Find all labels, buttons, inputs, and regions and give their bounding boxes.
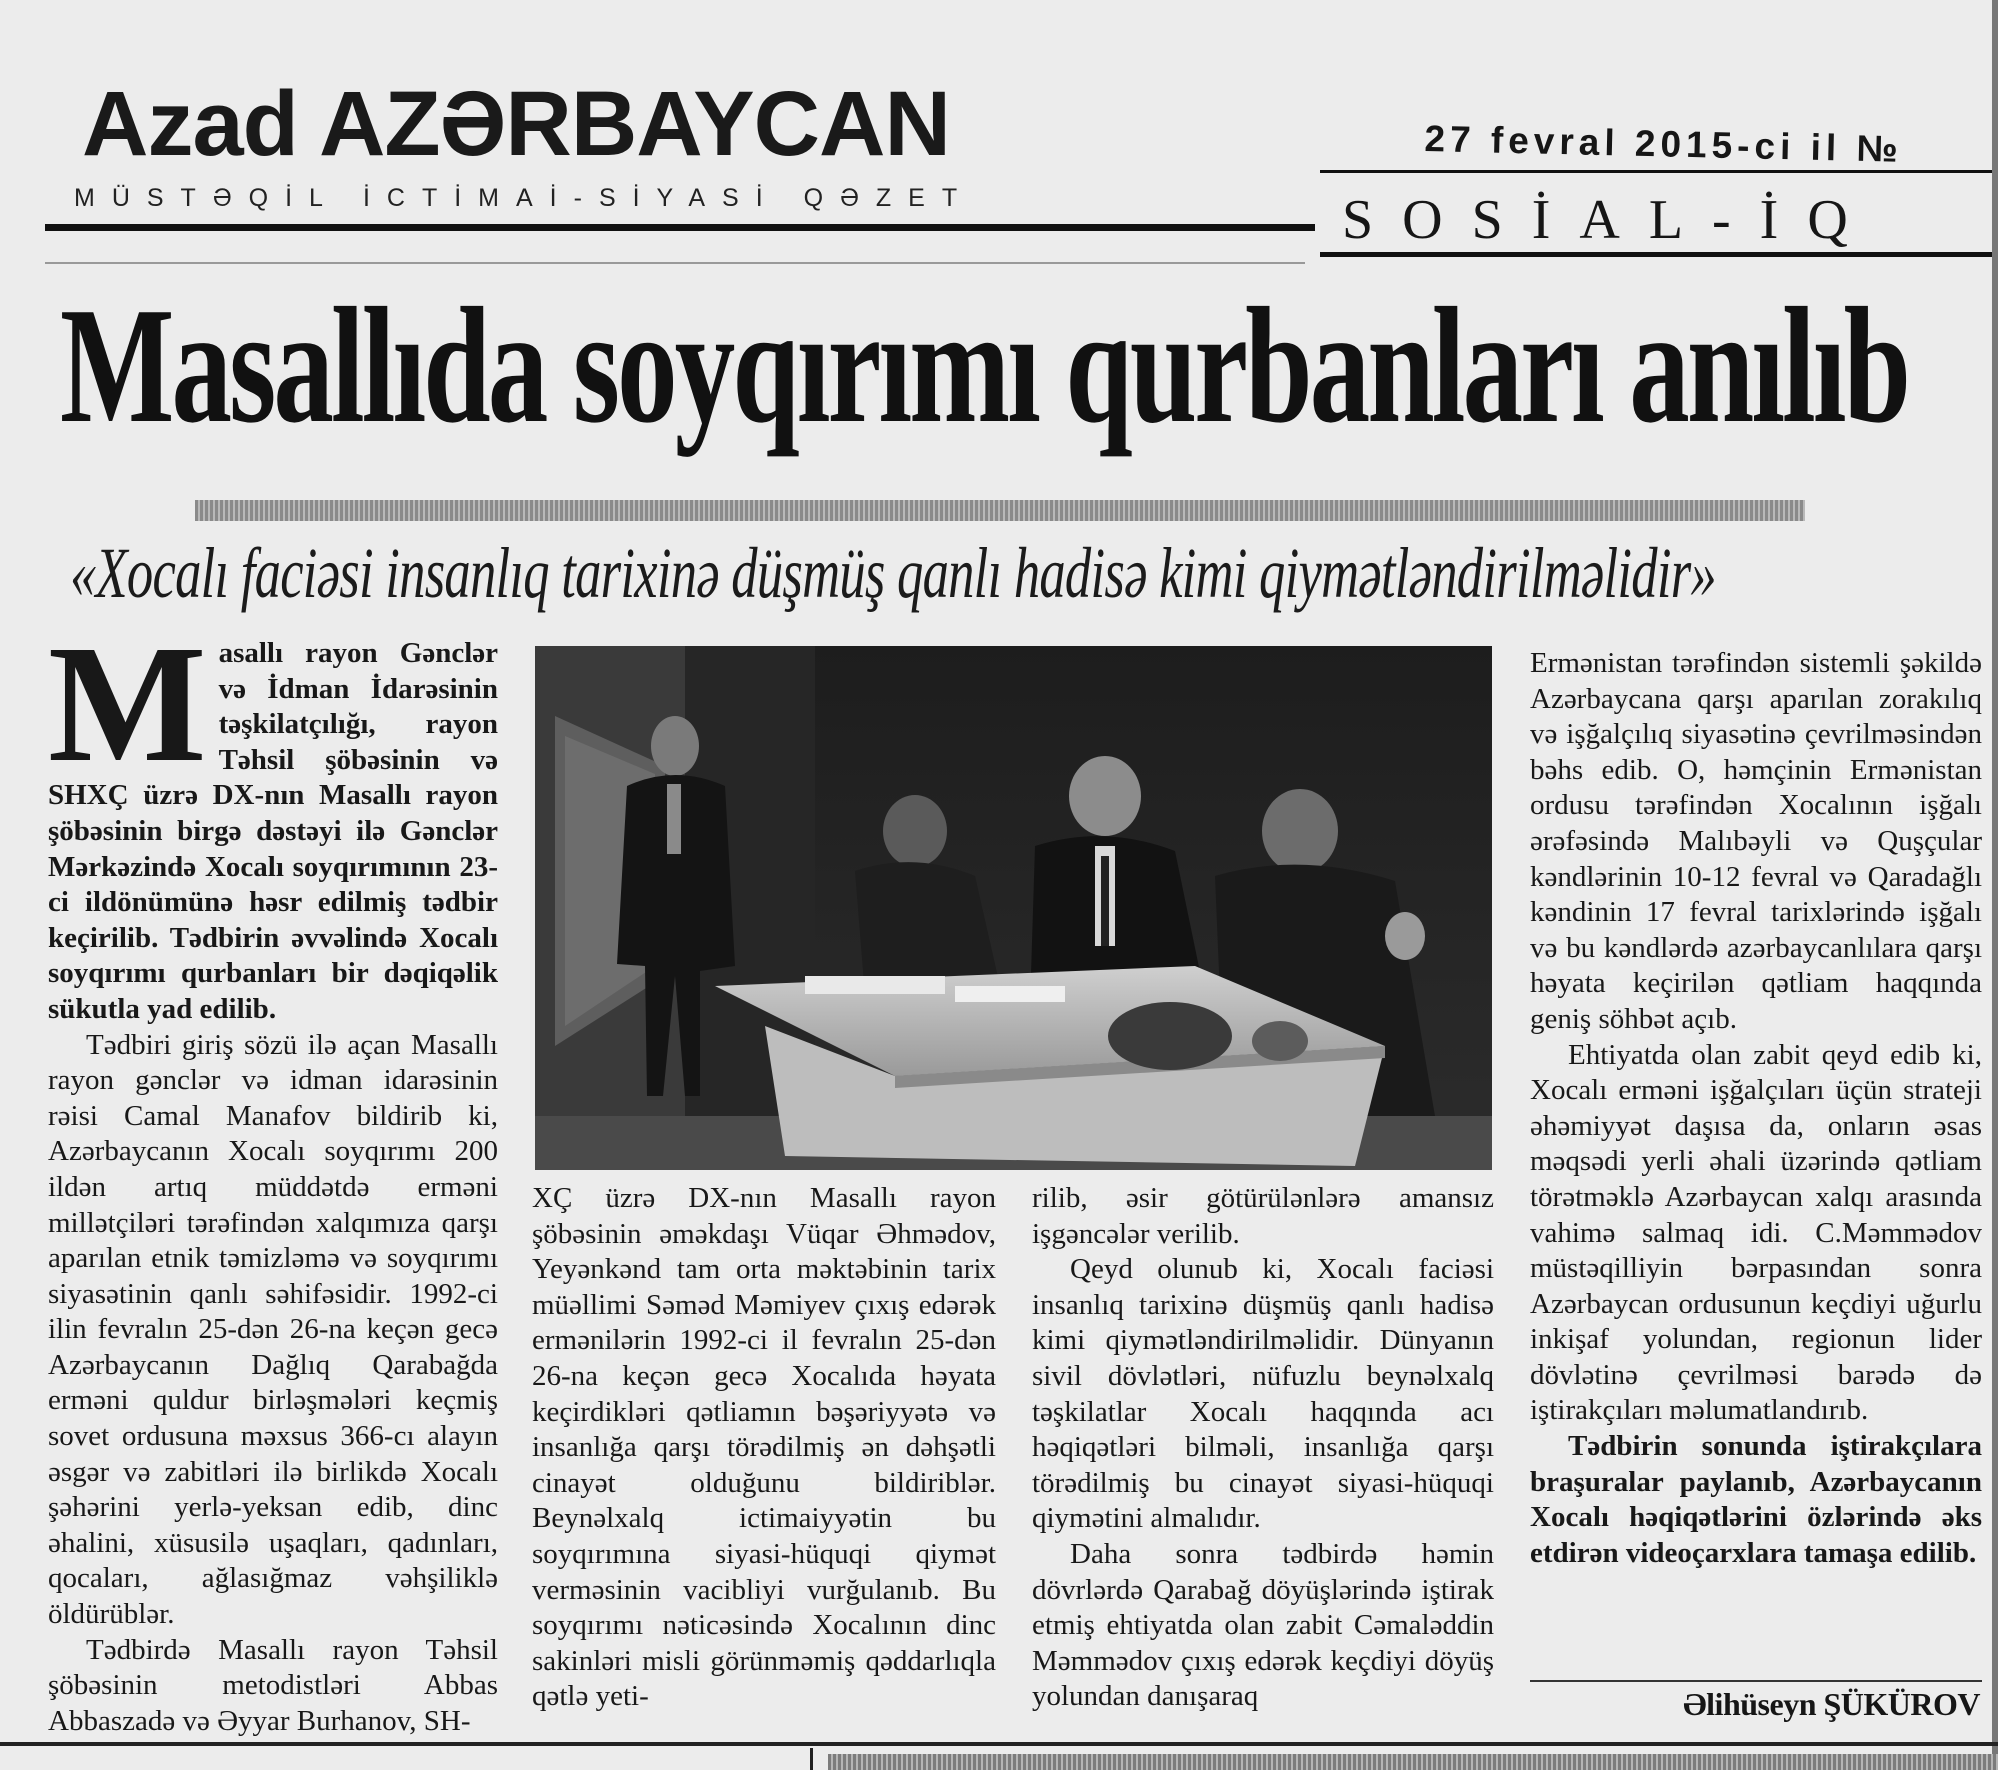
paragraph: XÇ üzrə DX-nın Masallı rayon şöbəsinin əməkdaşı Vüqar Əhmədov, Yeyənkənd tam orta məktəbinin tarix müəllimi Səməd Məmiyev çıxış edərək ermənilərin 1992-ci il fevralın 25-dən 26-na keçən gecə Xocalıda həyata keçirdikləri qətliamın bəşəriyyətə və insanlığa qarşı törədilmiş ən dəhşətli cinayət olduğunu bildiriblər. Beynəlxalq ictimaiyyətin bu soyqırımına siyasi-hüquqi qiymət verməsinin vacibliyi vurğulanıb. Bu soyqırımı nəticəsində Xocalının dinc sakinləri misli görünməmiş qəddarlıqla qətlə yeti-	[532, 1182, 996, 1713]
lead-text: asallı rayon Gənclər və İdman İdarəsinin təşkilatçılığı, rayon Təhsil şöbəsinin və SHXÇ üzrə DX-nın Masallı rayon şöbəsinin birgə dəstəyi ilə Gənclər Mərkəzində Xocalı soyqırımının 23-ci ildönümünə həsr edilmiş tədbir keçirilib. Tədbirin əvvəlində Xocalı soyqırımı qurbanları bir dəqiqəlik sükutla yad edilib.	[48, 637, 498, 1025]
closing-paragraph: Tədbirin sonunda iştirakçılara braşuralar paylanıb, Azərbaycanın Xocalı həqiqətlərini özlərində əks etdirən videoçarxlara tamaşa edilib.	[1530, 1430, 1982, 1569]
paragraph: Ermənistan tərəfindən sistemli şəkildə Azərbaycana qarşı aparılan zorakılıq və işğalçılıq siyasətinə çevrilməsindən bəhs edib. O, həmçinin Ermənistan ordusu tərəfindən Xocalının işğalı ərəfəsində Malıbəyli və Quşçular kəndlərinin 10-12 fevral və Qaradağlı kəndinin 17 fevral tarixlərində işğalı və bu kəndlərdə azərbaycanlılara qarşı həyata keçirilən qətliam haqqında geniş söhbət açıb.	[1530, 647, 1982, 1035]
article-headline: Masallıda soyqırımı qurbanları anılıb	[60, 273, 1909, 457]
article-column-3	[1032, 1181, 1494, 1715]
paragraph: Ehtiyatda olan zabit qeyd edib ki, Xocalı erməni işğalçıları üçün strateji əhəmiyyət daşısa da, onların əsas məqsədi yerli əhali üzərində qətliam törətməklə Azərbaycan xalqı arasında vahimə salmaq idi. C.Məmmədov müstəqilliyin bərpasından sonra Azərbaycan ordusunun keçdiyi uğurlu inkişaf yolundan, regionun lider dövlətinə çevrilməsi barədə də iştirakçıları məlumatlandırıb.	[1530, 1038, 1982, 1427]
event-photo	[535, 646, 1492, 1170]
author-byline: Əlihüseyn ŞÜKÜROV	[1683, 1686, 1980, 1722]
issue-date: 27 fevral 2015-ci il №	[1424, 118, 1904, 170]
paragraph: Daha sonra tədbirdə həmin dövrlərdə Qarabağ döyüşlərində iştirak etmiş ehtiyatda olan zabit Cəmaləddin Məmmədov çıxış edərək keçdiyi döyüş yolundan danışaraq	[1032, 1537, 1494, 1713]
bottom-divider	[828, 1754, 1998, 1770]
masthead-rule	[45, 224, 1315, 231]
bottom-rule	[0, 1742, 1998, 1746]
thin-rule	[45, 262, 1305, 264]
section-rule	[1320, 252, 1998, 257]
article-column-2	[532, 1181, 996, 1715]
newspaper-subtitle: MÜSTƏQİL İCTİMAİ-SİYASİ QƏZET	[74, 184, 975, 212]
byline-rule	[1530, 1680, 1982, 1682]
event-photo-image	[535, 646, 1492, 1170]
article-subheadline: «Xocalı faciəsi insanlıq tarixinə düşmüş qanlı hadisə kimi qiymətləndirilməlidir»	[70, 533, 1716, 613]
newspaper-title: Azad AZƏRBAYCAN	[82, 73, 950, 175]
headline-divider	[195, 500, 1805, 521]
drop-cap: M	[48, 611, 207, 797]
paragraph: Tədbiri giriş sözü ilə açan Masallı rayon gənclər və idman idarəsinin rəisi Camal Manafov bildirib ki, Azərbaycanın Xocalı soyqırımı 200 ildən artıq müddətdə erməni millətçiləri tərəfindən xalqımıza qarşı aparılan etnik təmizləmə və soyqırımı siyasətinin qanlı səhifəsidir. 1992-ci ilin fevralın 25-dən 26-na keçən gecə Azərbaycanın Dağlıq Qarabağda erməni quldur birləşmələri keçmiş sovet ordusuna məxsus 366-cı alayın əsgər və zabitləri ilə birlikdə Xocalı şəhərini yerlə-yeksan edib, dinc əhalini, xüsusilə uşaqları, qadınları, qocaları, ağlasığmaz vəhşiliklə öldürüblər.	[48, 1028, 498, 1631]
lead-paragraph	[48, 611, 498, 1028]
article-column-1	[48, 611, 498, 1739]
paragraph: Qeyd olunub ki, Xocalı faciəsi insanlıq tarixinə düşmüş qanlı hadisə kimi qiymətləndirilməlidir. Dünyanın sivil dövlətləri, nüfuzlu beynəlxalq təşkilatlar Xocalı haqqında acı həqiqətləri bilməli, insanlığa qarşı törədilmiş bu cinayət siyasi-hüquqi qiymətini almalıdır.	[1032, 1253, 1494, 1535]
article-column-4	[1530, 646, 1982, 1571]
section-name: SOSİAL-İQ	[1342, 189, 1877, 251]
page-edge	[1992, 0, 1998, 1770]
date-rule	[1320, 170, 1998, 173]
paragraph: rilib, əsir götürülənlərə amansız işgəncələr verilib.	[1032, 1182, 1494, 1250]
paragraph: Tədbirdə Masallı rayon Təhsil şöbəsinin metodistləri Abbas Abbaszadə və Əyyar Burhanov, SH-	[48, 1633, 498, 1737]
bottom-tick	[810, 1748, 813, 1770]
